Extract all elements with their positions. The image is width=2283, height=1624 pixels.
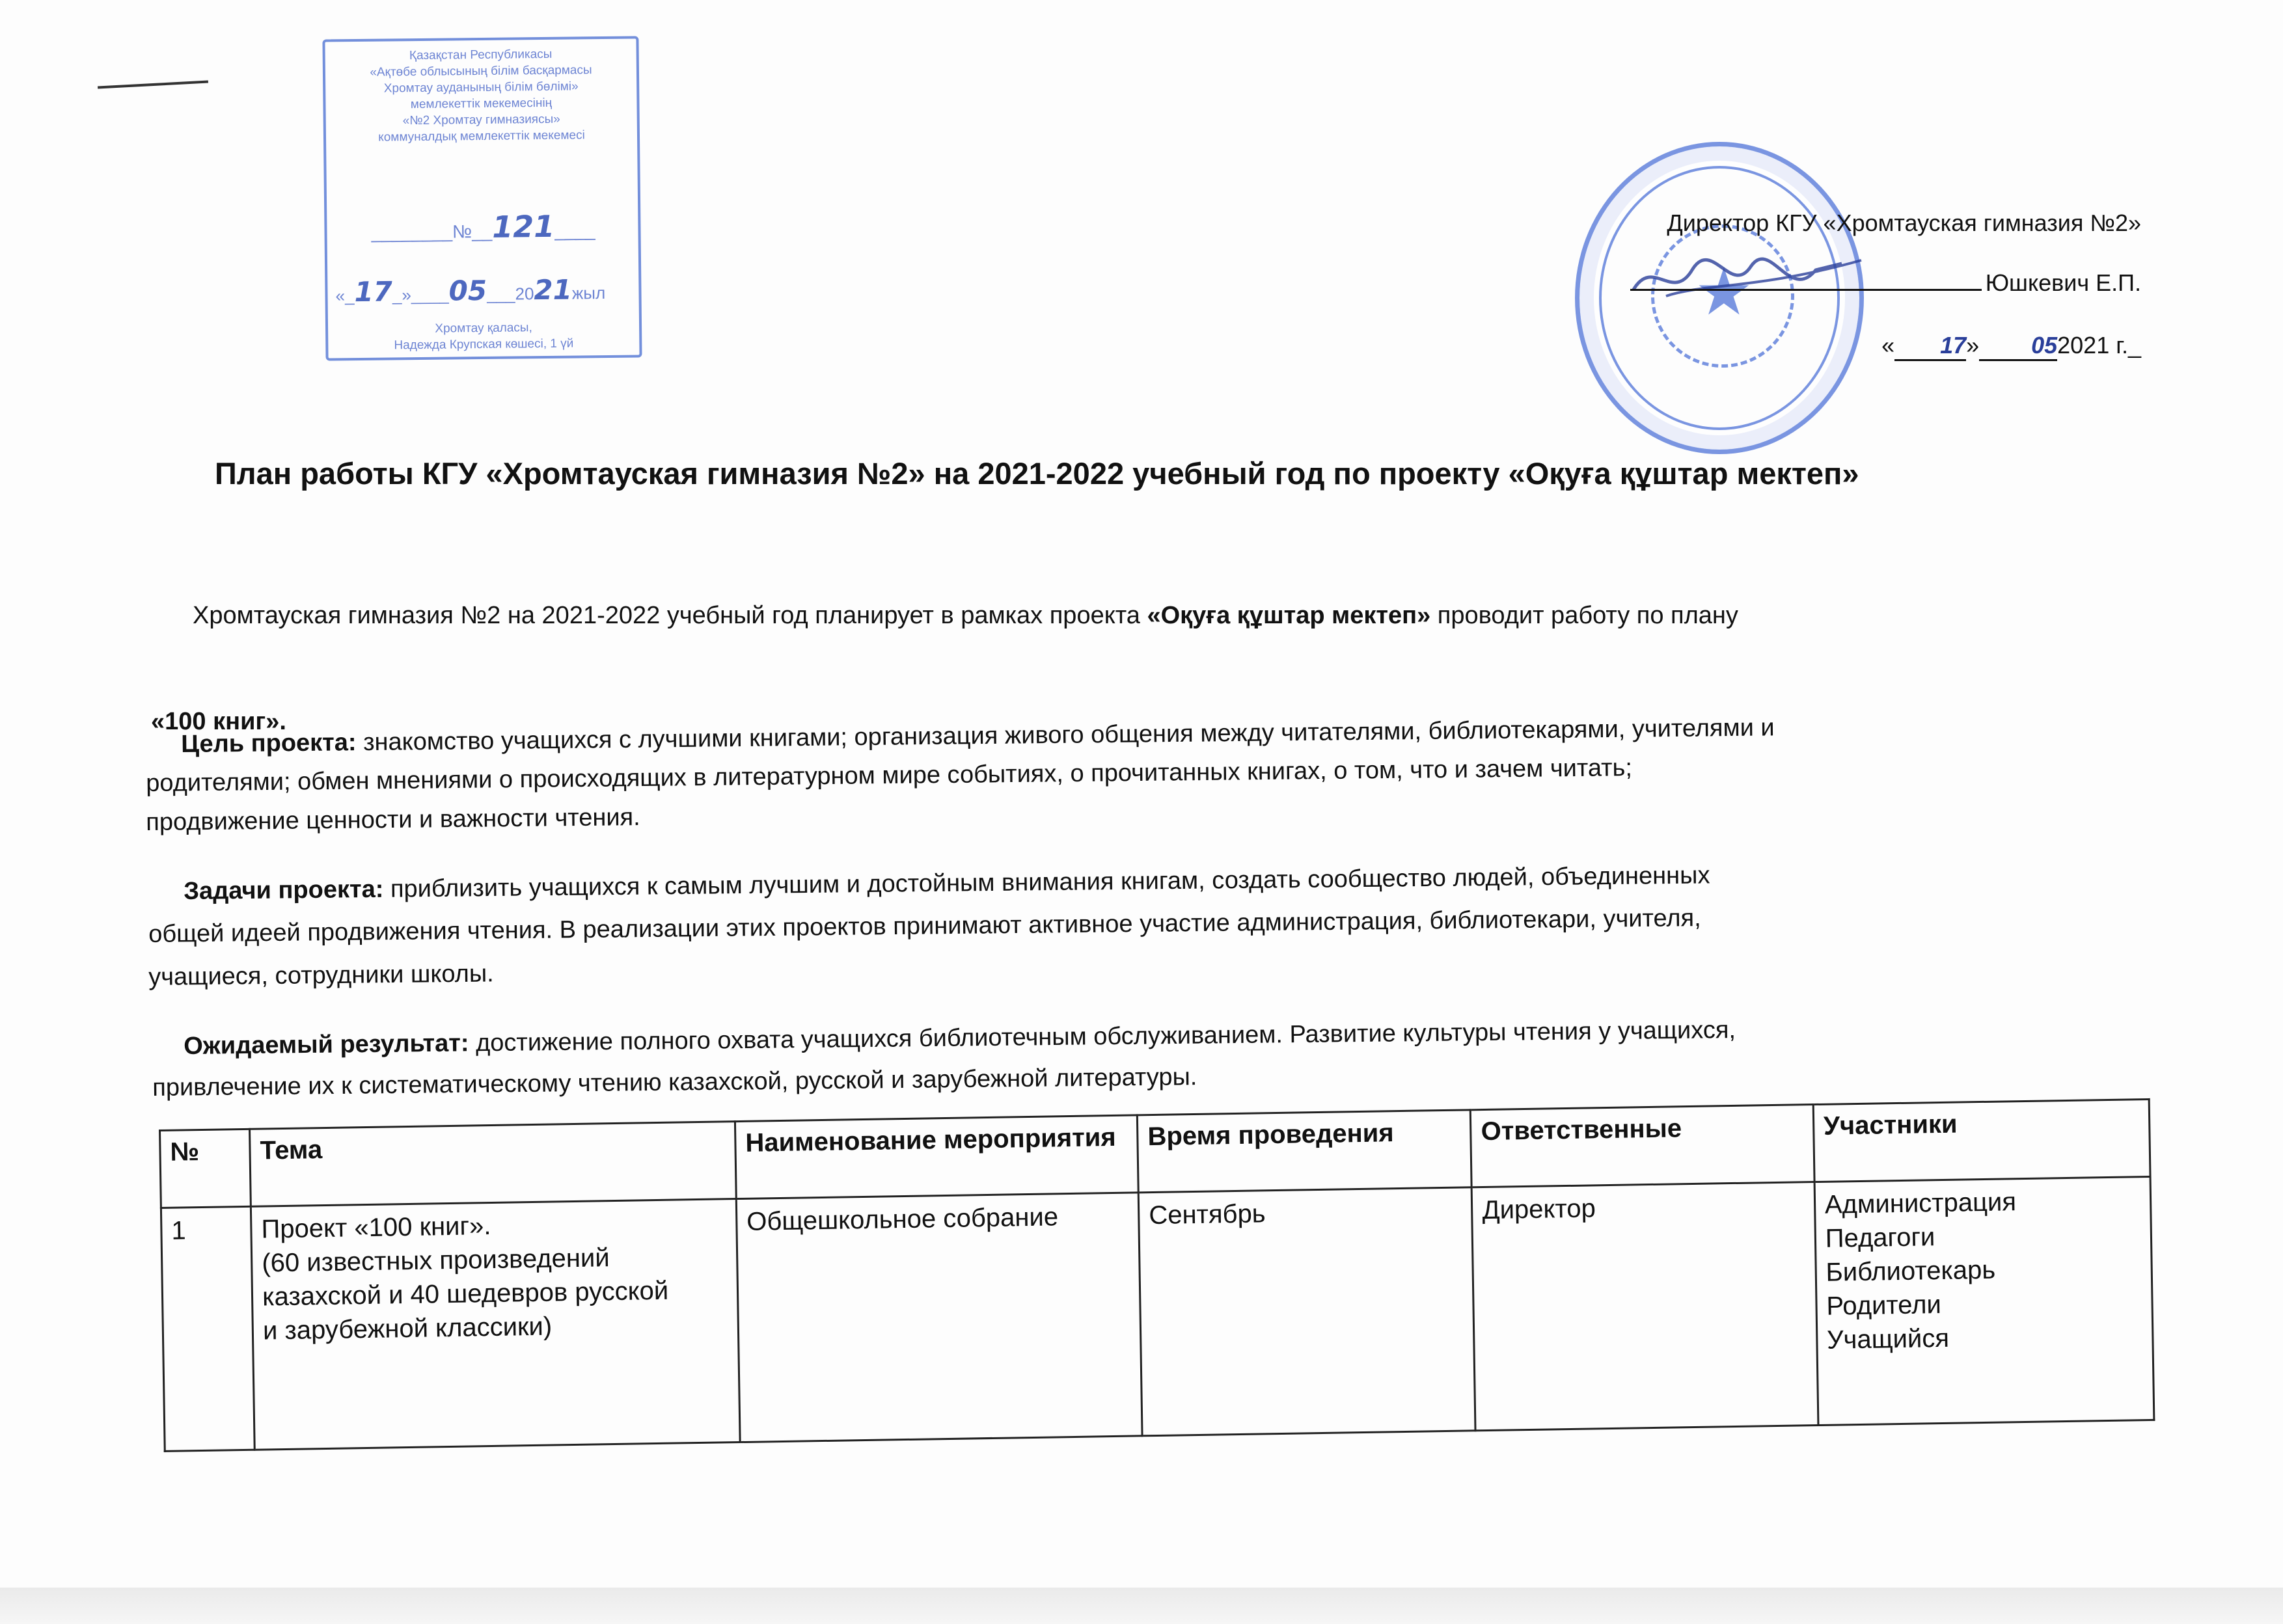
- participant: Педагоги: [1825, 1223, 1935, 1253]
- stamp-date-unit: жыл: [571, 283, 606, 303]
- approval-date-open-quote: «: [1881, 332, 1895, 359]
- topic-line: (60 известных произведений: [262, 1243, 610, 1278]
- stamp-date-day: 17: [354, 275, 393, 308]
- result-block: [184, 1014, 1736, 1062]
- cell-participants: [1814, 1176, 2154, 1425]
- header-event: Наименование мероприятия: [735, 1115, 1138, 1199]
- topic-line: казахской и 40 шедевров русской: [262, 1276, 669, 1312]
- scan-edge: [0, 1588, 2283, 1624]
- approval-date-month-value: 05: [2031, 332, 2058, 359]
- header-time: Время проведения: [1137, 1110, 1471, 1193]
- intro-plan-name: «100 книг».: [151, 708, 286, 735]
- result-line: достижение полного охвата учащихся библиотечным обслуживанием. Развитие культуры чтения у учащихся,: [469, 1016, 1736, 1057]
- stamp-line: «Ақтөбе облысының білім басқармасы: [370, 63, 592, 79]
- intro-text-tail: проводит работу по плану: [1430, 602, 1738, 629]
- approval-position: Директор КГУ «Хромтауская гимназия №2»: [1667, 210, 2141, 236]
- intro-text: Хромтауская гимназия №2 на 2021-2022 учебный год планирует в рамках проекта: [193, 602, 1147, 629]
- participant: Учащийся: [1826, 1323, 1950, 1355]
- result-line: привлечение их к систематическому чтению казахской, русской и зарубежной литературы.: [152, 1063, 1197, 1102]
- stamp-footer-line: Надежда Крупская көшесі, 1 үй: [394, 336, 574, 353]
- approval-date: [1881, 332, 2141, 361]
- result-label: Ожидаемый результат:: [184, 1029, 469, 1060]
- goal-line: родителями; обмен мнениями о происходящих в литературном мире событиях, о прочитанных книгах, о том, что и зачем читать;: [146, 754, 1633, 797]
- goal-label: Цель проекта:: [181, 729, 357, 758]
- stamp-number-label: №: [452, 221, 472, 242]
- approval-date-month: [1979, 332, 2057, 361]
- stamp-line: «№2 Хромтау гимназиясы»: [402, 112, 560, 128]
- stamp-number-value: 121: [491, 208, 555, 245]
- stamp-line: Хромтау ауданының білім бөлімі»: [383, 79, 579, 96]
- tasks-line: приблизить учащихся к самым лучшим и достойным внимания книгам, создать сообщество людей, объединенных: [383, 861, 1710, 903]
- goal-line: продвижение ценности и важности чтения.: [146, 804, 640, 836]
- approval-date-close-quote: »: [1966, 332, 1980, 359]
- cell-number: 1: [161, 1206, 254, 1451]
- cell-topic: [251, 1199, 741, 1450]
- cell-responsible: Директор: [1471, 1182, 1818, 1431]
- tasks-block: [184, 859, 1710, 907]
- header-responsible: Ответственные: [1471, 1105, 1814, 1187]
- cell-time: Сентябрь: [1138, 1187, 1475, 1436]
- document-title: План работы КГУ «Хромтауская гимназия №2» на 2021-2022 учебный год по проекту «Оқуға құштар мектеп»: [215, 456, 1859, 491]
- header-number: №: [160, 1129, 251, 1208]
- topic-line: Проект «100 книг».: [261, 1211, 491, 1244]
- plan-table: [159, 1098, 2155, 1452]
- stamp-date-row: «_17_»____05___2021жыл: [335, 273, 606, 308]
- tasks-label: Задачи проекта:: [184, 875, 384, 905]
- stamp-date-month: 05: [448, 274, 487, 307]
- intro-line-1: [193, 600, 1738, 631]
- stamp-date-prefix: 20: [515, 284, 534, 304]
- cell-event: Общешкольное собрание: [736, 1193, 1142, 1442]
- topic-line: и зарубежной классики): [262, 1312, 553, 1346]
- registration-stamp: [322, 36, 642, 360]
- goal-line: знакомство учащихся с лучшими книгами; организация живого общения между читателями, библиотекарями, учителями и: [356, 714, 1775, 757]
- header-topic: Тема: [250, 1122, 737, 1207]
- header-participants: Участники: [1813, 1099, 2150, 1182]
- table-row: [161, 1176, 2153, 1451]
- participant: Родители: [1826, 1290, 1942, 1321]
- tasks-line: общей идеей продвижения чтения. В реализации этих проектов принимают активное участие администрация, библиотекари, учителя,: [148, 904, 1701, 948]
- scan-artifact-line: [98, 81, 208, 89]
- approval-date-year: 2021 г._: [2057, 332, 2141, 359]
- approval-signature-line: [1630, 269, 2141, 297]
- approval-name: Юшкевич Е.П.: [1985, 269, 2141, 296]
- stamp-number-row: ________№__121____: [371, 208, 595, 245]
- participant: Администрация: [1824, 1187, 2017, 1219]
- approval-date-day-value: 17: [1940, 332, 1967, 359]
- intro-project-name: «Оқуға құштар мектеп»: [1147, 602, 1431, 629]
- stamp-line: мемлекеттік мекемесінің: [410, 96, 553, 112]
- stamp-date-year: 21: [534, 273, 573, 306]
- stamp-footer-line: Хромтау қаласы,: [435, 321, 532, 336]
- stamp-line: коммуналдық мемлекеттік мекемесі: [378, 128, 585, 144]
- participant: Библиотекарь: [1825, 1255, 1996, 1287]
- stamp-line: Қазақстан Республикасы: [409, 47, 553, 63]
- tasks-line: учащиеся, сотрудники школы.: [148, 960, 494, 991]
- approval-date-day: [1894, 332, 1966, 361]
